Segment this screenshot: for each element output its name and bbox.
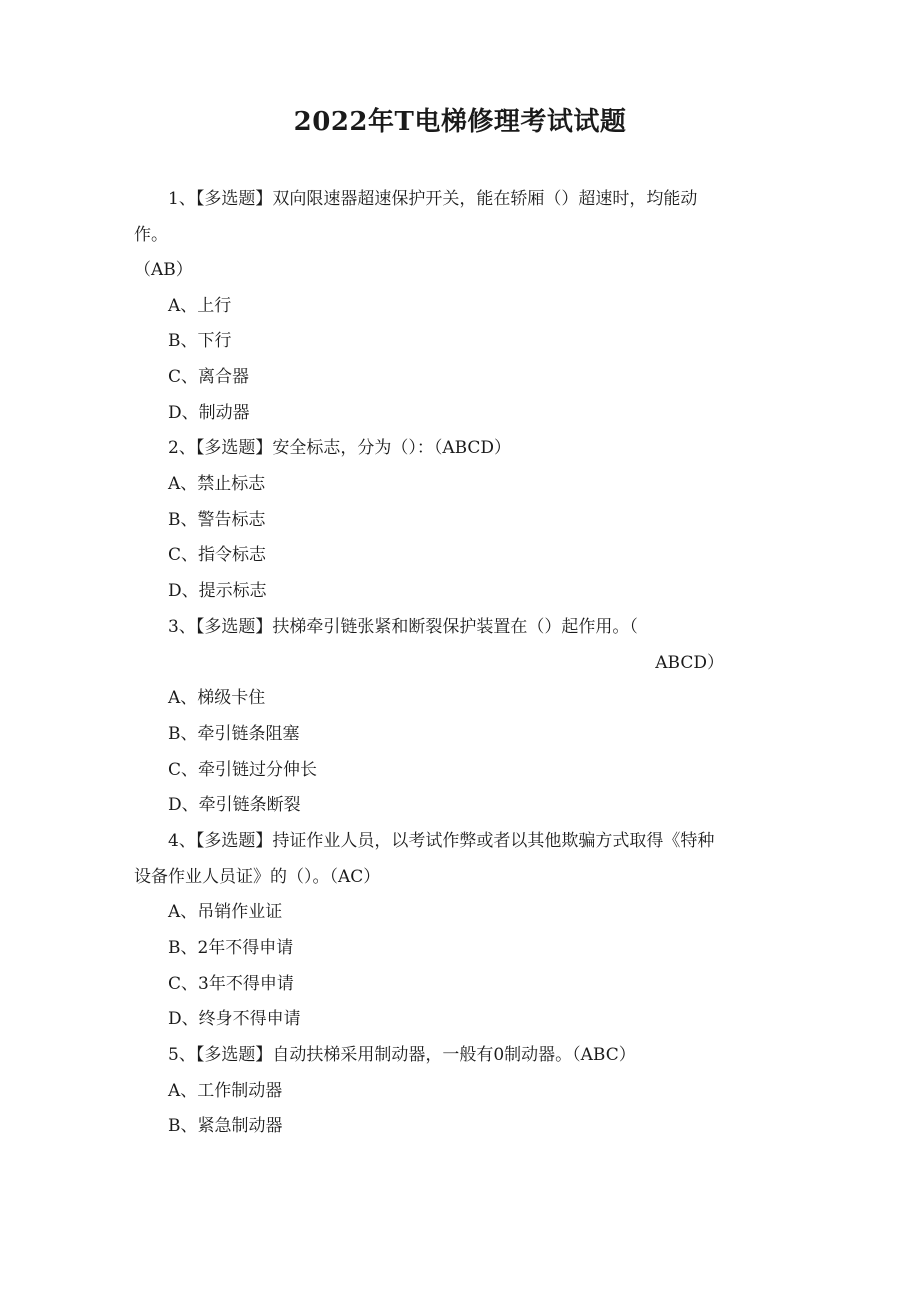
question-2-option-d: D、提示标志 (168, 581, 267, 601)
question-text: 持证作业人员，以考试作弊或者以其他欺骗方式取得《特种 (272, 831, 715, 851)
question-3-option-a: A、梯级卡住 (168, 688, 266, 708)
question-3-option-d: D、牵引链条断裂 (168, 795, 301, 815)
question-3-option-b: B、牵引链条阻塞 (168, 724, 300, 744)
question-type-tag: 【多选题】 (195, 617, 273, 637)
question-5-option-b: B、紧急制动器 (168, 1116, 283, 1136)
question-4-stem-continued: 设备作业人员证》的（）。（AC） (134, 867, 381, 887)
question-3-stem-continued: ABCD） (655, 653, 724, 673)
question-4-option-a: A、吊销作业证 (168, 902, 283, 922)
question-type-tag: 【多选题】 (195, 831, 273, 851)
question-2-option-a: A、禁止标志 (168, 474, 266, 494)
question-4-option-b: B、2年不得申请 (168, 938, 294, 958)
question-5-stem (168, 1044, 636, 1066)
question-type-tag: 【多选题】 (195, 1045, 273, 1065)
question-1-option-b: B、下行 (168, 331, 232, 351)
question-type-tag: 【多选题】 (195, 189, 273, 209)
question-1-stem-continued: 作。 (134, 225, 168, 245)
question-5-option-a: A、工作制动器 (168, 1081, 283, 1101)
question-number: 4、 (168, 831, 196, 851)
question-number: 5、 (168, 1045, 196, 1065)
question-2-stem (168, 437, 511, 459)
question-number: 1、 (168, 189, 196, 209)
question-number: 2、 (168, 438, 196, 458)
question-2-option-b: B、警告标志 (168, 510, 266, 530)
question-type-tag: 【多选题】 (195, 438, 273, 458)
document-title: 2022年T电梯修理考试试题 (293, 107, 627, 137)
question-3-stem (168, 616, 638, 638)
question-text: 安全标志，分为（）：（ABCD） (272, 438, 512, 458)
question-1-option-d: D、制动器 (168, 403, 250, 423)
question-4-option-d: D、终身不得申请 (168, 1009, 301, 1029)
question-2-option-c: C、指令标志 (168, 545, 267, 565)
question-3-option-c: C、牵引链过分伸长 (168, 760, 318, 780)
question-number: 3、 (168, 617, 196, 637)
question-text: 双向限速器超速保护开关，能在轿厢（）超速时，均能动 (272, 189, 698, 209)
question-4-option-c: C、3年不得申请 (168, 974, 294, 994)
question-1-stem (168, 188, 697, 210)
question-text: 自动扶梯采用制动器，一般有0制动器。（ABC） (272, 1045, 636, 1065)
question-1-option-a: A、上行 (168, 296, 232, 316)
question-1-answer: （AB） (134, 260, 193, 280)
question-4-stem (168, 830, 714, 852)
question-1-option-c: C、离合器 (168, 367, 250, 387)
question-text: 扶梯牵引链张紧和断裂保护装置在（）起作用。（ (272, 617, 638, 637)
